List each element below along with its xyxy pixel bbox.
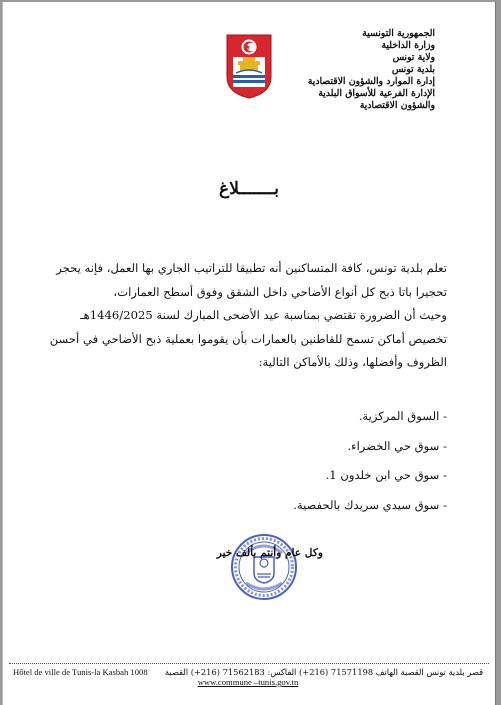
footer-website-link[interactable]: www.commune –tunis.gov.tn [197, 677, 299, 687]
letterhead-line: الإدارة الفرعية للأسواق البلدية [318, 88, 435, 99]
letterhead-line: وزارة الداخلية [381, 40, 435, 51]
locations-list [197, 402, 447, 520]
body-paragraph: تعلم بلدية تونس، كافة المتساكنين أنه تطبيقا للتراتيب الجاري بها العمل، فإنه يحجر [56, 261, 447, 275]
location-item: - سوق سيدي سريدك بالحفصية. [293, 497, 447, 512]
letterhead-line: الجمهورية التونسية [362, 28, 435, 39]
footer-address-ar: قصر بلدية تونس القصبة الهاتف 71571198 (216+) الفاكس: 71562183 (216+) القصبة [164, 667, 483, 677]
footer [13, 667, 483, 687]
letterhead-line: إدارة الموارد والشؤون الاقتصادية [307, 76, 435, 87]
letterhead-line: والشؤون الاقتصادية [359, 100, 435, 111]
footer-divider [9, 663, 489, 664]
document-title: بـــــــلاغ [219, 179, 279, 199]
official-stamp [230, 533, 298, 601]
body-paragraph: وحيث أن الضرورة تقتضي بمناسبة عيد الأضحى المبارك لسنة 1446/2025هـ [80, 308, 447, 322]
body-paragraph: الظروف وأفضلها، وذلك بالأماكن التالية: [258, 355, 447, 369]
announcement-body [33, 257, 447, 375]
body-paragraph: تخصيص أماكن تسمح للقاطنين بالعمارات بأن يقوموا بعملية ذبح الأضاحي في أحسن [49, 331, 447, 346]
letterhead-line: بلدية تونس [391, 64, 435, 75]
letterhead [245, 28, 435, 112]
closing-greeting: وكل عام وأنتم بألف خير [216, 547, 323, 559]
body-paragraph: تحجيرا باتا ذبح كل أنواع الأضاحي داخل الشقق وفوق أسطح العمارات، [113, 284, 447, 299]
location-item: - سوق حي ابن خلدون 1. [325, 468, 447, 482]
document-page [3, 2, 495, 705]
footer-address-fr: Hôtel de ville de Tunis-la Kasbah 1008 [13, 667, 148, 677]
location-item: - السوق المركزية. [358, 409, 447, 423]
letterhead-line: ولاية تونس [392, 52, 435, 63]
location-item: - سوق حي الخضراء. [347, 438, 447, 453]
